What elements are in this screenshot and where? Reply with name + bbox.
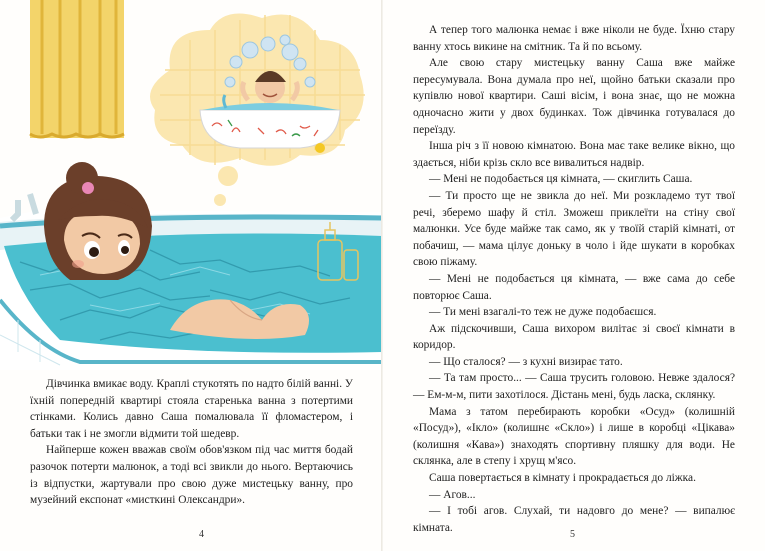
dialogue-line: — Та там просто... — Саша трусить головою. Невже здалося? — Ем-м-м, пити захотілося. Дістань мені, будь ласка, склянку. [413,372,735,402]
girl-head [44,162,152,280]
right-paragraph: Але свою стару мистецьку ванну Саша вже майже пересумувала. Вона думала про неї, щойно батьки сказали про купівлю нової квартири. Саші вісім, і вона знає, що не можна одночасно жити у двох будинках. Тож дівчинка готувалася до переїзду. [413,57,735,136]
right-text-block [413,22,735,536]
dialogue-line: — Мені не подобається ця кімната, — скиглить Саша. [429,173,693,186]
right-paragraph: А тепер того малюнка немає і вже ніколи не буде. Їхню стару ванну хтось викине на смітник. Та й по всьому. [413,24,735,53]
dialogue-line: — Мені не подобається ця кімната, — вже сама до себе повторює Саша. [413,272,735,302]
left-text-block [30,376,353,509]
bathtub-illustration [0,0,382,370]
page-number-left: 4 [199,529,204,540]
page-number-right: 5 [570,529,575,540]
left-page [0,0,382,551]
left-paragraph: Дівчинка вмикає воду. Краплі стукотять по надто білій ванні. У їхній попередній квартирі стояла старенька ванна з потертими стінками. Колись давно Саша помалювала її фломастером, і батьки так і не змогли відмити той шедевр. [30,378,353,440]
dialogue-line: — Агов... [429,488,476,501]
right-page [383,0,765,551]
curtain [30,0,124,138]
memory-thought-cloud [150,14,365,206]
dialogue-line: — Що сталося? — з кухні визирає тато. [429,355,623,368]
right-paragraph: Аж підскочивши, Саша вихором вилітає зі своєї кімнати в коридор. [413,322,735,352]
dialogue-line: — Ти мені взагалі-то теж не дуже подобаєшся. [429,306,657,319]
right-paragraph: Інша річ з її новою кімнатою. Вона має таке велике вікно, що здається, ніби крізь скло все вивалиться надвір. [413,140,735,169]
right-paragraph: Мама з татом перебирають коробки «Осуд» (колишній «Посуд»), «Ікло» (колишнє «Скло») і лише в коробці «Цікава» (колишня «Кава») знаходять спортивну пляшку для води. Не склянка, але в степу і хрущ м'ясо. [413,405,735,468]
dialogue-line: — Ти просто ще не звикла до неї. Ми розкладемо тут твої речі, зберемо шафу й стіл. Зможеш приклеїти на стіну свої малюнки. Усе буде майже так само, як у твоїй старій кімнаті, от побачиш, — мама цілує доньку в чоло і йде шукати в коробках свою піжаму. [413,189,735,269]
left-paragraph: Найперше кожен вважав своїм обов'язком під час миття бодай разочок потерти малюнок, а тоді всі звикли до нього. Вертаючись із відпустки, жартували про свою дуже мистецьку ванну, про музейний експонат «мисткині Олександри». [30,444,353,507]
dialogue-line: — І тобі агов. Слухай, ти надовго до мене? — випалює кімната. [413,505,735,534]
right-paragraph: Саша повертається в кімнату і прокрадається до ліжка. [429,472,696,485]
